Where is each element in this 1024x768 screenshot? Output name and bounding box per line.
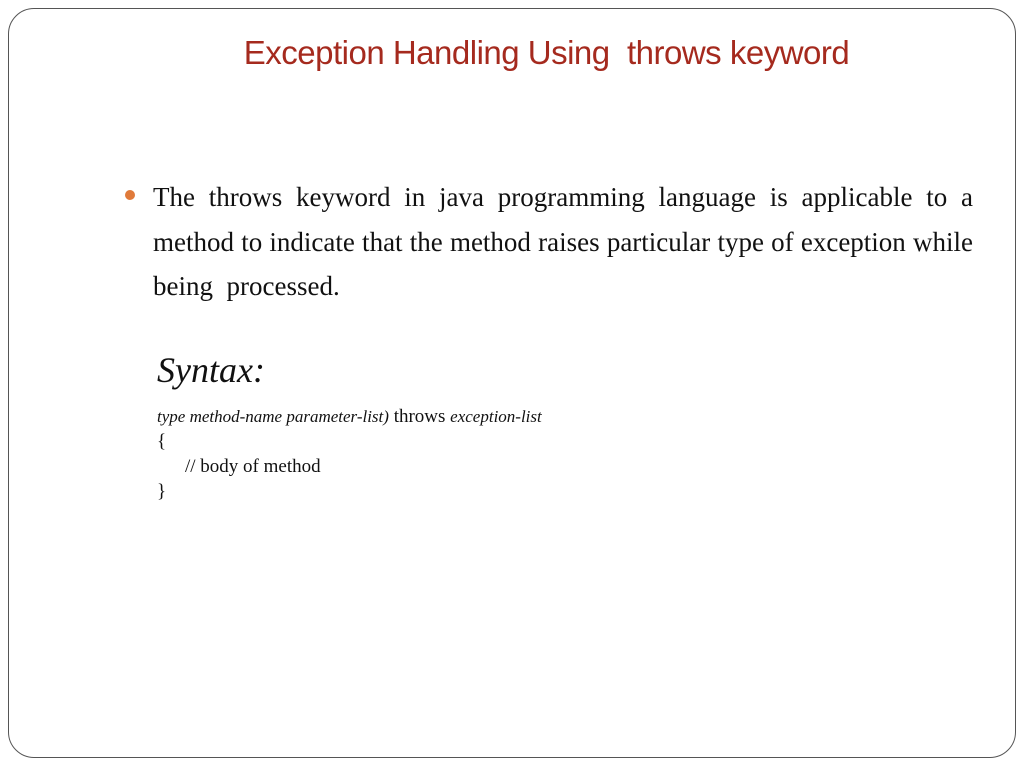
code-signature-type: type method-name parameter-list): [157, 407, 389, 426]
code-open-brace: {: [157, 431, 167, 452]
bullet-text: The throws keyword in java programming language is applicable to a method to indicate that the method raises particular type of exception while being processed.: [153, 182, 980, 301]
bullet-dot-icon: [125, 190, 135, 200]
syntax-code-block: [157, 405, 542, 503]
code-body-comment: // body of method: [185, 456, 321, 477]
code-signature-line: [157, 405, 542, 428]
code-throws-keyword: throws: [388, 406, 451, 427]
bullet-item: [153, 175, 980, 309]
code-close-brace: }: [157, 481, 167, 502]
code-exception-list: exception-list: [450, 407, 542, 426]
syntax-heading: Syntax:: [157, 350, 265, 390]
slide-title: Exception Handling Using throws keyword: [243, 34, 850, 71]
slide-frame: [8, 8, 1016, 758]
